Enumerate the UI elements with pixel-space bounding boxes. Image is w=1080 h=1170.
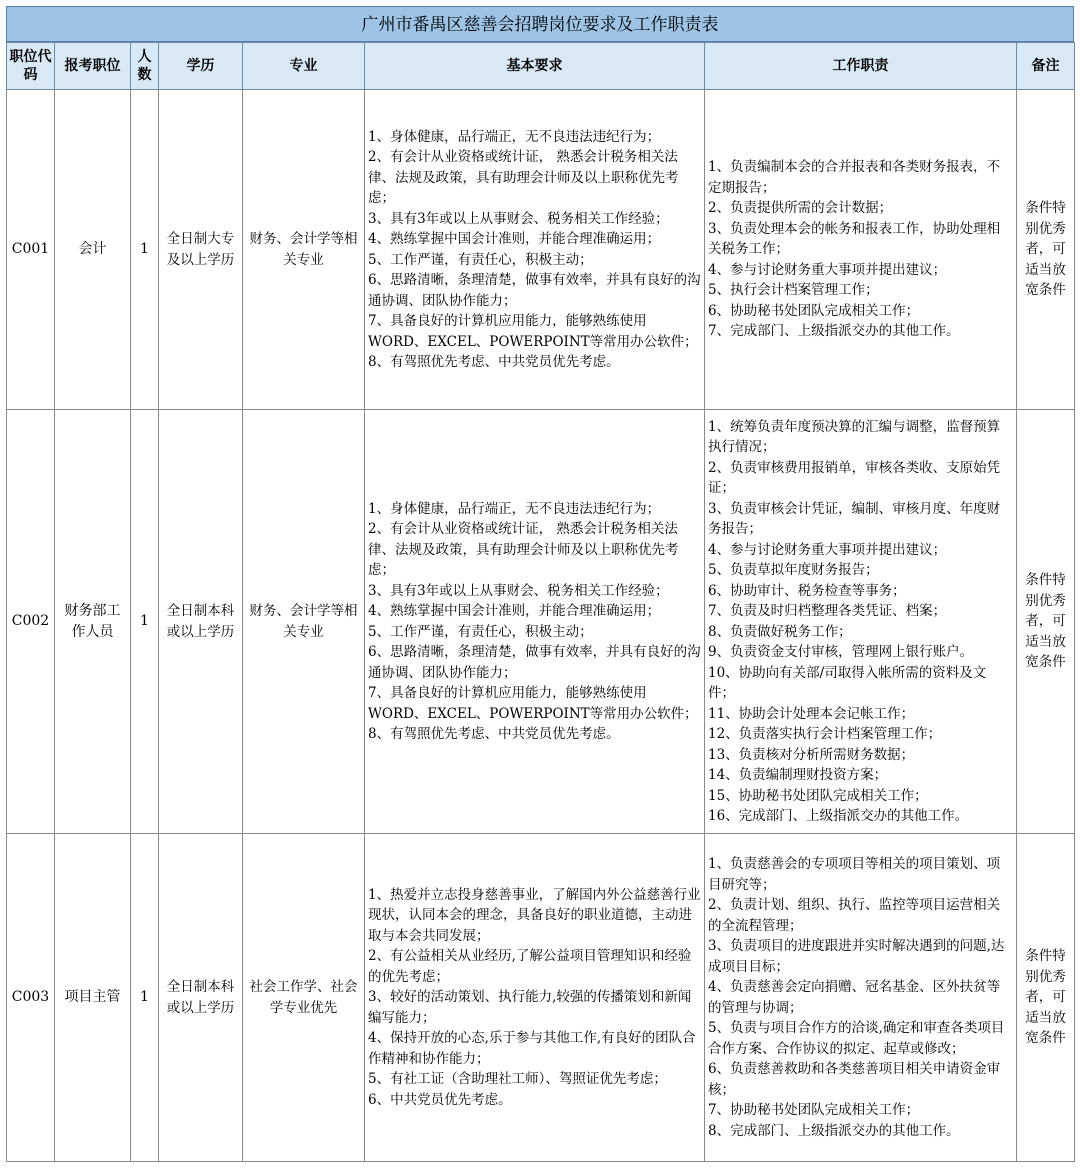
cell-education: 全日制本科或以上学历	[159, 834, 243, 1162]
duty-item: 6、协助审计、税务检查等事务；	[708, 582, 906, 599]
duty-item: 3、负责审核会计凭证，编制、审核月度、年度财务报告；	[708, 500, 1001, 537]
requirement-item: 2、有会计从业资格或统计证， 熟悉会计税务相关法律、法规及政策，具有助理会计师及以上职称优先考虑；	[368, 521, 679, 578]
requirement-item: 8、有驾照优先考虑、中共党员优先考虑。	[368, 354, 620, 370]
cell-education: 全日制大专及以上学历	[159, 90, 243, 410]
duty-item: 2、负责提供所需的会计数据；	[708, 200, 893, 217]
duty-item: 7、完成部门、上级指派交办的其他工作。	[708, 323, 960, 340]
duty-item: 4、负责慈善会定向捐赠、冠名基金、区外扶贫等的管理与协调；	[708, 979, 1001, 1016]
header-code: 职位代码	[7, 43, 55, 90]
requirement-item: 6、中共党员优先考虑。	[368, 1091, 512, 1108]
header-position: 报考职位	[55, 43, 131, 90]
duty-item: 4、参与讨论财务重大事项并提出建议；	[708, 541, 947, 558]
requirement-item: 8、有驾照优先考虑、中共党员优先考虑。	[368, 726, 620, 742]
cell-major: 社会工作学、社会学专业优先	[243, 834, 365, 1162]
duty-item: 1、负责慈善会的专项项目等相关的项目策划、项目研究等；	[708, 856, 1001, 893]
requirement-item: 1、身体健康，品行端正，无不良违法违纪行为；	[368, 500, 661, 517]
duty-item: 9、负责资金支付审核，管理网上银行账户。	[708, 644, 974, 660]
cell-position: 财务部工作人员	[55, 410, 131, 834]
requirement-item: 5、工作严谨，有责任心，积极主动；	[368, 251, 593, 268]
requirement-item: 4、保持开放的心态,乐于参与其他工作,有良好的团队合作精神和协作能力；	[368, 1030, 696, 1067]
requirement-item: 4、熟练掌握中国会计准则，并能合理准确运用；	[368, 231, 661, 247]
table-title: 广州市番禺区慈善会招聘岗位要求及工作职责表	[6, 6, 1074, 42]
duty-item: 5、负责草拟年度财务报告；	[708, 562, 879, 578]
table-row	[7, 90, 1075, 410]
duty-item: 1、负责编制本会的合并报表和各类财务报表，不定期报告；	[708, 159, 1001, 196]
cell-remarks: 条件特别优秀者，可适当放宽条件	[1017, 90, 1075, 410]
cell-code: C002	[7, 410, 55, 834]
header-education: 学历	[159, 43, 243, 90]
table-row	[7, 410, 1075, 834]
duty-item: 5、执行会计档案管理工作；	[708, 282, 879, 299]
duty-item: 2、负责审核费用报销单，审核各类收、支原始凭证；	[708, 459, 1001, 496]
duty-item: 3、负责项目的进度跟进并实时解决遇到的问题,达成项目目标；	[708, 938, 1005, 975]
cell-major: 财务、会计学等相关专业	[243, 90, 365, 410]
requirement-item: 4、熟练掌握中国会计准则，并能合理准确运用；	[368, 603, 661, 619]
requirement-item: 1、身体健康，品行端正，无不良违法违纪行为；	[368, 128, 661, 145]
cell-count: 1	[131, 90, 159, 410]
cell-count: 1	[131, 410, 159, 834]
header-remarks: 备注	[1017, 43, 1075, 90]
duty-item: 10、协助向有关部/司取得入帐所需的资料及文件；	[708, 664, 987, 701]
requirement-item: 6、思路清晰，条理清楚，做事有效率，并具有良好的沟通协调、团队协作能力；	[368, 272, 701, 309]
requirement-item: 7、具备良好的计算机应用能力，能够熟练使用WORD、EXCEL、POWERPOINT等常用办公软件；	[368, 313, 698, 350]
requirement-item: 7、具备良好的计算机应用能力，能够熟练使用WORD、EXCEL、POWERPOINT等常用办公软件；	[368, 685, 698, 722]
requirement-item: 3、较好的活动策划、执行能力,较强的传播策划和新闻编写能力；	[368, 989, 692, 1026]
duty-item: 1、统筹负责年度预决算的汇编与调整，监督预算执行情况；	[708, 418, 1001, 455]
duty-item: 8、完成部门、上级指派交办的其他工作。	[708, 1122, 960, 1139]
cell-requirements	[365, 90, 705, 410]
requirement-item: 2、有会计从业资格或统计证， 熟悉会计税务相关法律、法规及政策，具有助理会计师及以上职称优先考虑；	[368, 149, 679, 206]
cell-code: C001	[7, 90, 55, 410]
cell-remarks: 条件特别优秀者，可适当放宽条件	[1017, 410, 1075, 834]
duty-item: 16、完成部门、上级指派交办的其他工作。	[708, 808, 969, 824]
header-count: 人数	[131, 43, 159, 90]
cell-major: 财务、会计学等相关专业	[243, 410, 365, 834]
duty-item: 12、负责落实执行会计档案管理工作；	[708, 726, 942, 742]
requirement-item: 3、具有3年或以上从事财会、税务相关工作经验；	[368, 582, 669, 599]
duty-item: 7、协助秘书处团队完成相关工作；	[708, 1102, 920, 1118]
cell-position: 项目主管	[55, 834, 131, 1162]
header-duties: 工作职责	[705, 43, 1017, 90]
cell-requirements	[365, 410, 705, 834]
duty-item: 2、负责计划、组织、执行、监控等项目运营相关的全流程管理；	[708, 897, 1001, 934]
duty-item: 13、负责核对分析所需财务数据；	[708, 746, 915, 763]
requirement-item: 5、有社工证（含助理社工师）、驾照证优先考虑；	[368, 1071, 667, 1088]
duty-item: 15、协助秘书处团队完成相关工作；	[708, 787, 928, 804]
duty-item: 4、参与讨论财务重大事项并提出建议；	[708, 261, 947, 278]
duty-item: 7、负责及时归档整理各类凭证、档案；	[708, 603, 947, 619]
header-row	[7, 43, 1075, 90]
duty-item: 11、协助会计处理本会记帐工作；	[708, 705, 915, 722]
duty-item: 5、负责与项目合作方的洽谈,确定和审查各类项目合作方案、合作协议的拟定、起草或修改；	[708, 1020, 1005, 1057]
cell-duties	[705, 90, 1017, 410]
recruitment-sheet	[6, 6, 1074, 1162]
requirement-item: 1、热爱并立志投身慈善事业，了解国内外公益慈善行业现状，认同本会的理念，具备良好的职业道德，主动进取与本会共同发展；	[368, 886, 701, 944]
header-major: 专业	[243, 43, 365, 90]
duty-item: 6、协助秘书处团队完成相关工作；	[708, 302, 920, 319]
requirement-item: 6、思路清晰，条理清楚，做事有效率，并具有良好的沟通协调、团队协作能力；	[368, 644, 701, 681]
duty-item: 14、负责编制理财投资方案；	[708, 767, 888, 783]
cell-duties	[705, 410, 1017, 834]
requirement-item: 2、有公益相关从业经历,了解公益项目管理知识和经验的优先考虑；	[368, 948, 692, 985]
cell-remarks: 条件特别优秀者，可适当放宽条件	[1017, 834, 1075, 1162]
positions-table	[6, 42, 1075, 1162]
cell-code: C003	[7, 834, 55, 1162]
requirement-item: 5、工作严谨，有责任心，积极主动；	[368, 623, 593, 640]
duty-item: 3、负责处理本会的帐务和报表工作，协助处理相关税务工作；	[708, 220, 1001, 258]
cell-requirements	[365, 834, 705, 1162]
table-row	[7, 834, 1075, 1162]
cell-position: 会计	[55, 90, 131, 410]
requirement-item: 3、具有3年或以上从事财会、税务相关工作经验；	[368, 210, 669, 227]
cell-education: 全日制本科或以上学历	[159, 410, 243, 834]
cell-duties	[705, 834, 1017, 1162]
cell-count: 1	[131, 834, 159, 1162]
duty-item: 8、负责做好税务工作；	[708, 623, 852, 640]
duty-item: 6、负责慈善救助和各类慈善项目相关申请资金审核；	[708, 1061, 1001, 1098]
header-requirements: 基本要求	[365, 43, 705, 90]
